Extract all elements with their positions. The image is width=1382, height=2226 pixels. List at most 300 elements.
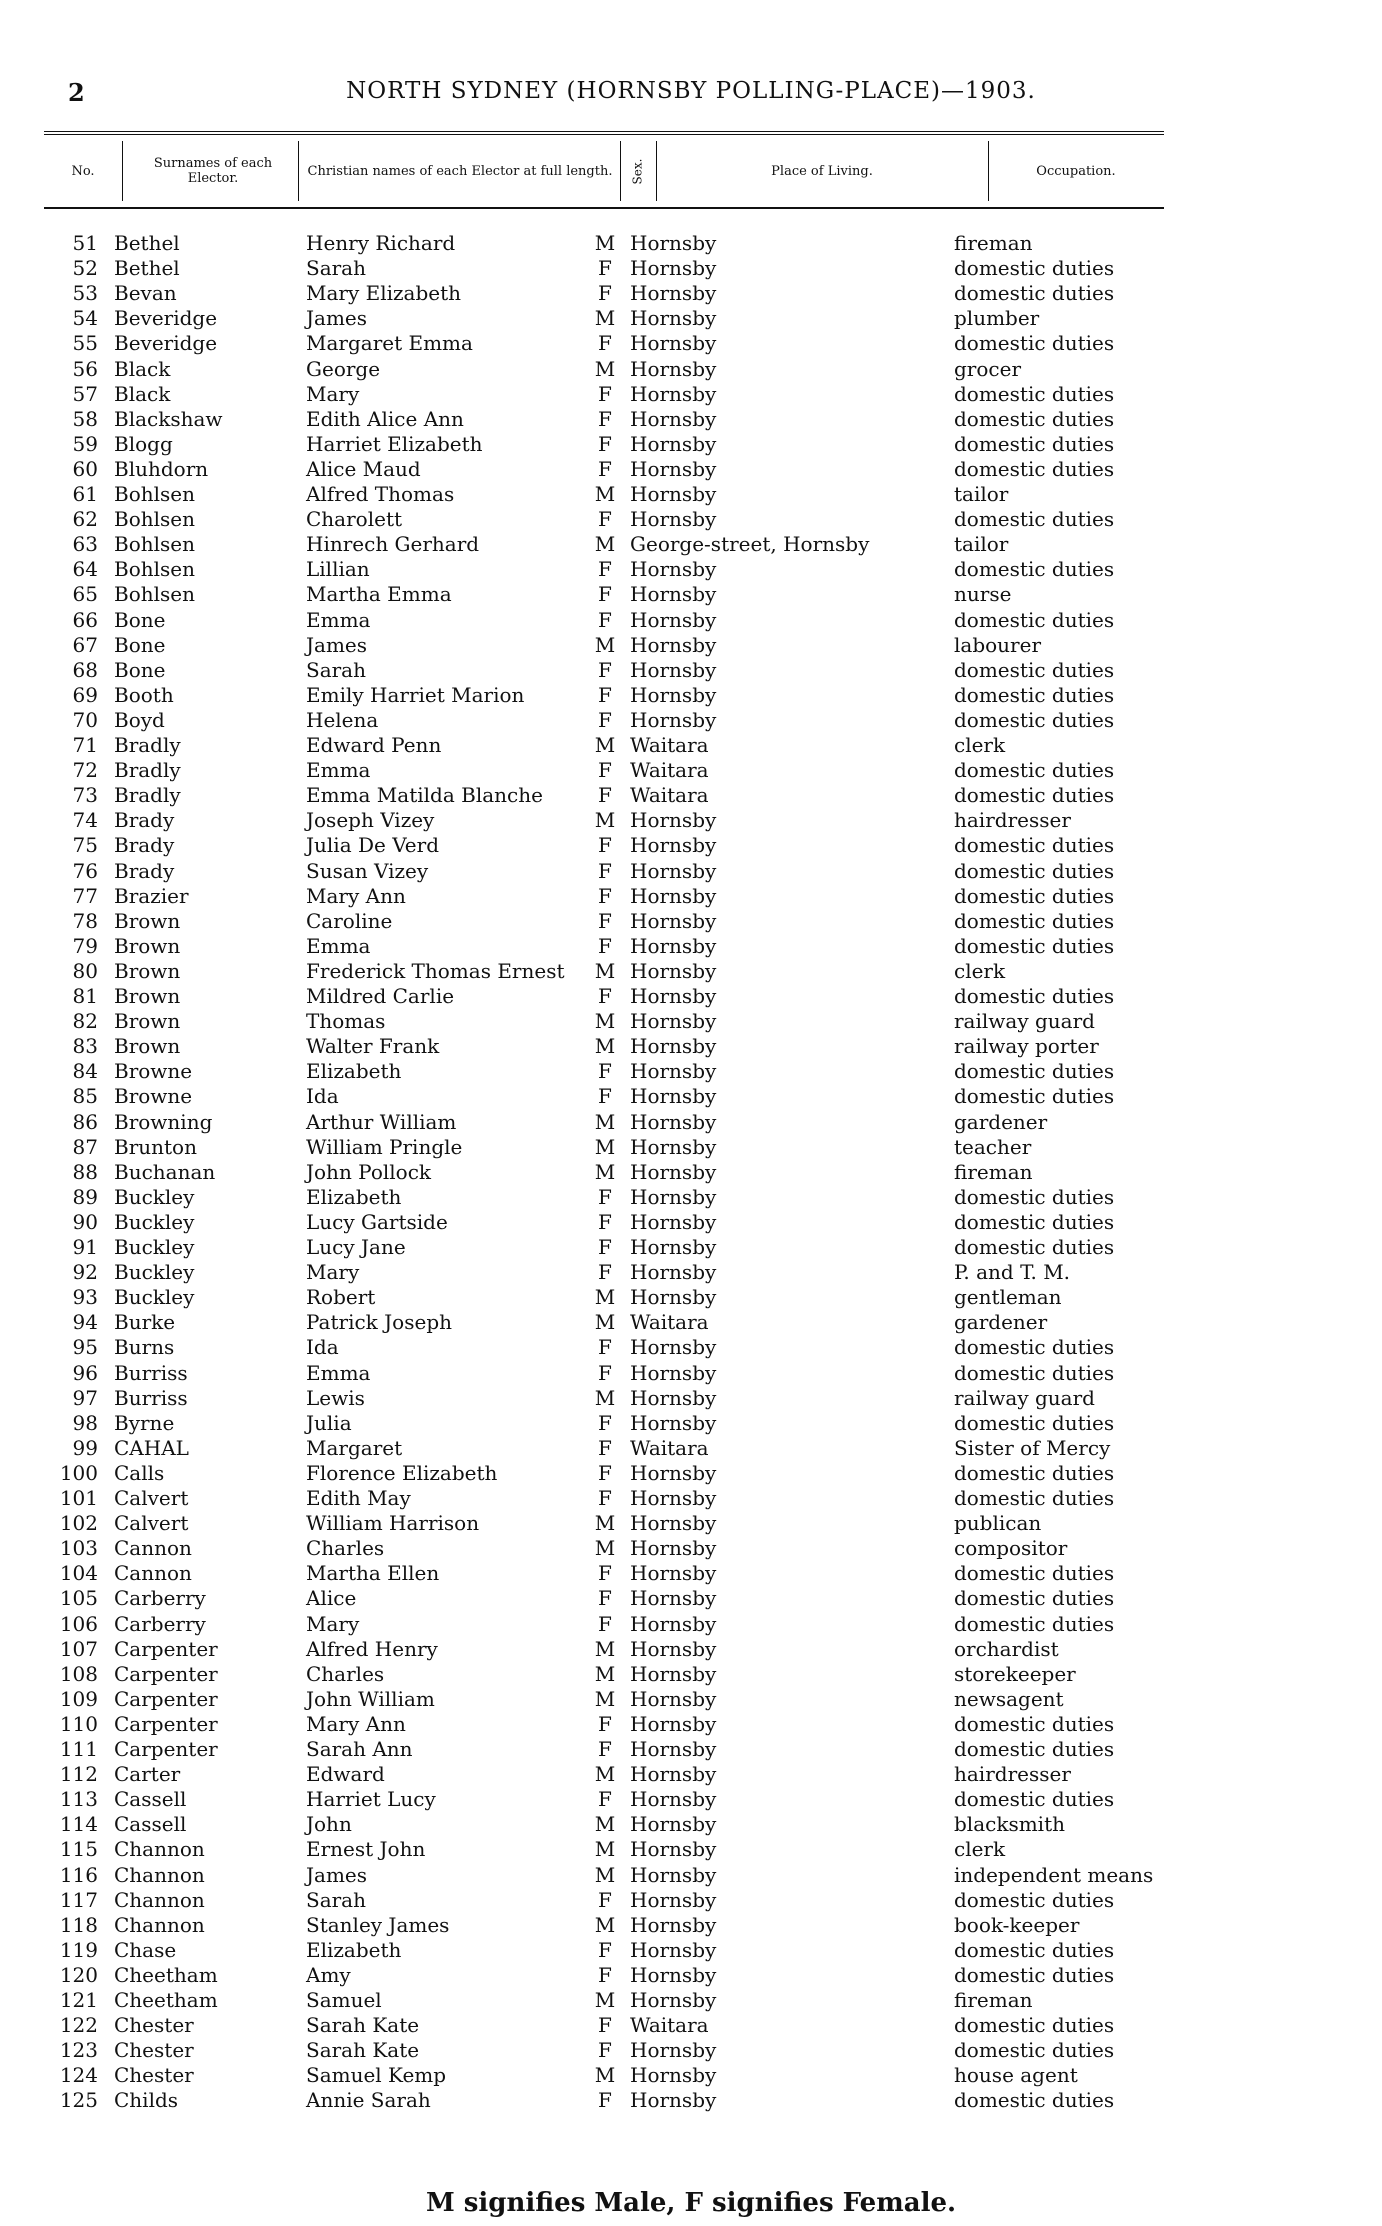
elector-number: 94 — [72, 1310, 98, 1335]
elector-christian-names: Martha Ellen — [306, 1561, 440, 1586]
table-row — [0, 357, 1382, 382]
elector-sex: M — [594, 1812, 616, 1837]
elector-surname: Brunton — [114, 1134, 197, 1159]
elector-occupation: gentleman — [954, 1285, 1062, 1310]
table-row — [0, 1135, 1382, 1160]
elector-surname: Buckley — [114, 1209, 195, 1234]
elector-surname: Booth — [114, 682, 174, 707]
elector-sex: F — [598, 707, 612, 732]
elector-number: 71 — [72, 733, 98, 757]
elector-place: Waitara — [630, 1310, 709, 1335]
elector-number: 79 — [72, 933, 98, 958]
elector-number: 102 — [59, 1511, 98, 1536]
table-row — [0, 1812, 1382, 1837]
table-row — [0, 708, 1382, 733]
elector-sex: F — [598, 331, 612, 356]
table-row — [0, 2038, 1382, 2063]
elector-christian-names: Patrick Joseph — [306, 1310, 452, 1335]
elector-christian-names: Hinrech Gerhard — [306, 532, 480, 557]
elector-occupation: railway guard — [954, 1385, 1095, 1410]
elector-place: Waitara — [630, 1435, 709, 1460]
elector-surname: Cassell — [114, 1812, 187, 1837]
elector-christian-names: Elizabeth — [306, 1184, 402, 1209]
elector-surname: Channon — [114, 1837, 205, 1862]
elector-occupation: P. and T. M. — [954, 1260, 1071, 1285]
elector-occupation: domestic duties — [954, 858, 1115, 883]
table-row — [0, 407, 1382, 432]
elector-sex: M — [594, 1661, 616, 1686]
elector-sex: F — [598, 281, 612, 306]
elector-christian-names: Emma — [306, 1360, 371, 1385]
elector-sex: M — [594, 1536, 616, 1561]
table-row — [0, 959, 1382, 984]
elector-sex: M — [594, 1134, 616, 1159]
elector-christian-names: James — [306, 1862, 368, 1887]
table-row — [0, 1762, 1382, 1787]
elector-christian-names: Thomas — [306, 1009, 386, 1034]
elector-occupation: grocer — [954, 356, 1022, 381]
elector-number: 107 — [59, 1636, 98, 1661]
elector-place: Waitara — [630, 733, 709, 757]
table-row — [0, 658, 1382, 683]
table-row — [0, 859, 1382, 884]
elector-christian-names: Alice — [306, 1586, 357, 1611]
elector-number: 88 — [72, 1159, 98, 1184]
elector-christian-names: Edward — [306, 1762, 385, 1787]
elector-christian-names: Sarah Kate — [306, 2038, 420, 2063]
elector-place: Hornsby — [630, 557, 717, 582]
elector-christian-names: Lucy Jane — [306, 1235, 406, 1259]
column-divider — [122, 141, 123, 201]
elector-sex: F — [598, 557, 612, 582]
elector-place: Hornsby — [630, 958, 717, 983]
table-row — [0, 231, 1382, 256]
elector-place: Hornsby — [630, 682, 717, 707]
elector-occupation: domestic duties — [954, 456, 1115, 481]
elector-surname: Brady — [114, 808, 175, 833]
elector-occupation: house agent — [954, 2063, 1078, 2088]
elector-sex: F — [598, 582, 612, 607]
elector-christian-names: Mary Ann — [306, 1711, 406, 1736]
elector-surname: Bradly — [114, 783, 181, 808]
column-header-no: No. — [71, 163, 95, 179]
elector-surname: Chester — [114, 2038, 194, 2063]
table-row — [0, 1210, 1382, 1235]
elector-surname: Carpenter — [114, 1737, 218, 1761]
table-row — [0, 1160, 1382, 1185]
elector-sex: F — [598, 1260, 612, 1285]
elector-number: 60 — [72, 456, 98, 481]
table-row — [0, 1461, 1382, 1486]
elector-sex: F — [598, 1711, 612, 1736]
elector-place: Hornsby — [630, 1134, 717, 1159]
elector-place: Hornsby — [630, 1887, 717, 1912]
elector-occupation: domestic duties — [954, 1235, 1115, 1259]
elector-christian-names: Charolett — [306, 507, 403, 532]
elector-occupation: compositor — [954, 1536, 1068, 1561]
elector-sex: F — [598, 1937, 612, 1962]
elector-christian-names: Sarah — [306, 1887, 366, 1912]
elector-christian-names: Mildred Carlie — [306, 984, 455, 1008]
elector-surname: Buckley — [114, 1235, 195, 1259]
elector-christian-names: James — [306, 306, 368, 331]
elector-place: Hornsby — [630, 1711, 717, 1736]
column-header-christian: Christian names of each Elector at full length. — [307, 163, 613, 179]
elector-number: 91 — [72, 1235, 98, 1259]
elector-sex: M — [594, 1385, 616, 1410]
elector-place: Hornsby — [630, 1686, 717, 1711]
elector-sex: M — [594, 1285, 616, 1310]
elector-sex: F — [598, 758, 612, 783]
elector-sex: F — [598, 883, 612, 908]
elector-place: Hornsby — [630, 1360, 717, 1385]
elector-number: 116 — [59, 1862, 98, 1887]
elector-number: 72 — [72, 758, 98, 783]
elector-christian-names: Harriet Elizabeth — [306, 431, 483, 456]
elector-place: George-street, Hornsby — [630, 532, 870, 557]
elector-surname: Bone — [114, 657, 166, 682]
table-row — [0, 1059, 1382, 1084]
column-header-sex: Sex. — [630, 158, 645, 184]
elector-christian-names: George — [306, 356, 381, 381]
elector-christian-names: Sarah Kate — [306, 2013, 420, 2038]
elector-occupation: gardener — [954, 1109, 1048, 1134]
elector-surname: Brazier — [114, 883, 189, 908]
elector-sex: M — [594, 1310, 616, 1335]
elector-occupation: domestic duties — [954, 1460, 1115, 1485]
table-row — [0, 1737, 1382, 1762]
elector-christian-names: John Pollock — [306, 1159, 432, 1184]
table-row — [0, 1386, 1382, 1411]
table-row — [0, 808, 1382, 833]
table-row — [0, 306, 1382, 331]
elector-christian-names: Walter Frank — [306, 1034, 440, 1059]
elector-number: 110 — [59, 1711, 98, 1736]
elector-christian-names: Mary Ann — [306, 883, 406, 908]
elector-number: 61 — [72, 482, 98, 506]
elector-place: Hornsby — [630, 607, 717, 632]
elector-sex: F — [598, 1460, 612, 1485]
elector-surname: Cannon — [114, 1561, 192, 1586]
elector-occupation: book-keeper — [954, 1912, 1080, 1937]
elector-number: 80 — [72, 958, 98, 983]
elector-surname: Burke — [114, 1310, 176, 1335]
elector-number: 106 — [59, 1611, 98, 1636]
elector-occupation: plumber — [954, 306, 1040, 331]
elector-christian-names: Mary — [306, 1260, 360, 1285]
elector-surname: Brown — [114, 1034, 181, 1059]
sex-legend-note: M signifies Male, F signifies Female. — [425, 2188, 957, 2218]
table-row — [0, 733, 1382, 758]
elector-place: Hornsby — [630, 306, 717, 331]
elector-occupation: orchardist — [954, 1636, 1059, 1661]
elector-number: 119 — [59, 1937, 98, 1962]
elector-occupation: domestic duties — [954, 507, 1115, 532]
elector-occupation: clerk — [954, 733, 1006, 757]
elector-surname: Carberry — [114, 1611, 206, 1636]
elector-christian-names: Susan Vizey — [306, 858, 429, 883]
elector-christian-names: Harriet Lucy — [306, 1787, 436, 1812]
elector-sex: F — [598, 1209, 612, 1234]
elector-surname: Burriss — [114, 1360, 188, 1385]
elector-number: 89 — [72, 1184, 98, 1209]
elector-occupation: fireman — [954, 1159, 1033, 1184]
table-row — [0, 2063, 1382, 2088]
elector-number: 103 — [59, 1536, 98, 1561]
elector-surname: Buckley — [114, 1260, 195, 1285]
elector-occupation: storekeeper — [954, 1661, 1076, 1686]
elector-place: Hornsby — [630, 456, 717, 481]
elector-place: Hornsby — [630, 281, 717, 306]
elector-place: Hornsby — [630, 933, 717, 958]
elector-occupation: domestic duties — [954, 1711, 1115, 1736]
elector-christian-names: Ida — [306, 1335, 339, 1360]
elector-christian-names: Margaret — [306, 1435, 403, 1460]
elector-number: 115 — [59, 1837, 98, 1862]
elector-surname: Calls — [114, 1460, 165, 1485]
table-row — [0, 1436, 1382, 1461]
table-row — [0, 1034, 1382, 1059]
elector-occupation: domestic duties — [954, 331, 1115, 356]
table-row — [0, 507, 1382, 532]
elector-surname: Bradly — [114, 758, 181, 783]
elector-occupation: domestic duties — [954, 883, 1115, 908]
elector-sex: F — [598, 1737, 612, 1761]
table-row — [0, 1335, 1382, 1360]
elector-number: 83 — [72, 1034, 98, 1059]
column-header-occupation: Occupation. — [1036, 163, 1116, 179]
elector-occupation: domestic duties — [954, 908, 1115, 933]
elector-surname: Browning — [114, 1109, 213, 1134]
elector-place: Hornsby — [630, 1561, 717, 1586]
elector-number: 98 — [72, 1410, 98, 1435]
elector-place: Hornsby — [630, 1260, 717, 1285]
elector-sex: F — [598, 858, 612, 883]
elector-surname: Bohlsen — [114, 507, 195, 532]
elector-christian-names: Samuel Kemp — [306, 2063, 447, 2088]
elector-surname: Carberry — [114, 1586, 206, 1611]
elector-christian-names: Alice Maud — [306, 456, 421, 481]
table-row — [0, 909, 1382, 934]
elector-surname: Buckley — [114, 1184, 195, 1209]
elector-christian-names: Henry Richard — [306, 231, 456, 255]
table-row — [0, 1260, 1382, 1285]
elector-occupation: blacksmith — [954, 1812, 1065, 1837]
elector-number: 122 — [59, 2013, 98, 2038]
elector-surname: Cheetham — [114, 1988, 218, 2012]
elector-christian-names: William Harrison — [306, 1511, 480, 1536]
elector-occupation: domestic duties — [954, 1209, 1115, 1234]
elector-christian-names: Stanley James — [306, 1912, 450, 1937]
elector-sex: F — [598, 1887, 612, 1912]
elector-christian-names: Sarah Ann — [306, 1737, 413, 1761]
elector-christian-names: Caroline — [306, 908, 393, 933]
elector-surname: Bone — [114, 607, 166, 632]
table-row — [0, 1361, 1382, 1386]
elector-place: Hornsby — [630, 1837, 717, 1862]
elector-number: 62 — [72, 507, 98, 532]
elector-occupation: domestic duties — [954, 1887, 1115, 1912]
elector-surname: Channon — [114, 1912, 205, 1937]
elector-sex: M — [594, 808, 616, 833]
elector-number: 93 — [72, 1285, 98, 1310]
elector-occupation: Sister of Mercy — [954, 1435, 1111, 1460]
table-row — [0, 331, 1382, 356]
elector-number: 111 — [59, 1737, 98, 1761]
elector-number: 97 — [72, 1385, 98, 1410]
elector-christian-names: Florence Elizabeth — [306, 1460, 498, 1485]
elector-sex: M — [594, 1762, 616, 1787]
elector-sex: F — [598, 1235, 612, 1259]
table-row — [0, 432, 1382, 457]
elector-place: Hornsby — [630, 2063, 717, 2088]
table-row — [0, 1963, 1382, 1988]
elector-sex: F — [598, 456, 612, 481]
elector-place: Hornsby — [630, 331, 717, 356]
elector-occupation: domestic duties — [954, 1360, 1115, 1385]
elector-number: 69 — [72, 682, 98, 707]
elector-surname: Bone — [114, 632, 166, 657]
elector-christian-names: Emma Matilda Blanche — [306, 783, 543, 808]
elector-christian-names: Lillian — [306, 557, 370, 582]
elector-place: Hornsby — [630, 1661, 717, 1686]
elector-surname: Bethel — [114, 231, 180, 255]
elector-christian-names: Sarah — [306, 657, 366, 682]
elector-sex: M — [594, 1034, 616, 1059]
table-row — [0, 884, 1382, 909]
elector-occupation: domestic duties — [954, 1059, 1115, 1084]
elector-number: 85 — [72, 1084, 98, 1109]
elector-sex: M — [594, 306, 616, 331]
elector-sex: M — [594, 1009, 616, 1034]
elector-christian-names: John William — [306, 1686, 435, 1711]
elector-christian-names: Charles — [306, 1536, 385, 1561]
elector-occupation: gardener — [954, 1310, 1048, 1335]
elector-number: 87 — [72, 1134, 98, 1159]
elector-occupation: hairdresser — [954, 808, 1071, 833]
elector-number: 123 — [59, 2038, 98, 2063]
elector-number: 114 — [59, 1812, 98, 1837]
column-header-place: Place of Living. — [771, 163, 873, 179]
table-row — [0, 1536, 1382, 1561]
table-row — [0, 1612, 1382, 1637]
elector-number: 56 — [72, 356, 98, 381]
elector-number: 73 — [72, 783, 98, 808]
elector-surname: Brown — [114, 933, 181, 958]
table-row — [0, 1787, 1382, 1812]
elector-christian-names: Elizabeth — [306, 1059, 402, 1084]
elector-occupation: domestic duties — [954, 607, 1115, 632]
elector-sex: F — [598, 1486, 612, 1510]
elector-surname: Brady — [114, 833, 175, 858]
elector-sex: F — [598, 984, 612, 1008]
elector-christian-names: Alfred Henry — [306, 1636, 438, 1661]
table-row — [0, 1084, 1382, 1109]
elector-occupation: domestic duties — [954, 1410, 1115, 1435]
elector-surname: Byrne — [114, 1410, 175, 1435]
elector-sex: M — [594, 733, 616, 757]
table-row — [0, 256, 1382, 281]
elector-number: 101 — [59, 1486, 98, 1510]
table-row — [0, 758, 1382, 783]
elector-number: 66 — [72, 607, 98, 632]
elector-surname: Beveridge — [114, 306, 218, 331]
elector-occupation: domestic duties — [954, 406, 1115, 431]
elector-surname: Bluhdorn — [114, 456, 209, 481]
elector-sex: F — [598, 908, 612, 933]
elector-surname: Buchanan — [114, 1159, 216, 1184]
elector-number: 67 — [72, 632, 98, 657]
elector-sex: F — [598, 1435, 612, 1460]
elector-christian-names: William Pringle — [306, 1134, 463, 1159]
page-number: 2 — [68, 78, 85, 107]
page-header — [0, 78, 1382, 118]
elector-number: 75 — [72, 833, 98, 858]
table-row — [0, 1310, 1382, 1335]
elector-place: Hornsby — [630, 507, 717, 532]
elector-occupation: newsagent — [954, 1686, 1064, 1711]
table-row — [0, 1009, 1382, 1034]
elector-place: Waitara — [630, 2013, 709, 2038]
elector-number: 82 — [72, 1009, 98, 1034]
elector-number: 58 — [72, 406, 98, 431]
table-row — [0, 833, 1382, 858]
table-row — [0, 1637, 1382, 1662]
elector-surname: Bohlsen — [114, 532, 195, 557]
table-row — [0, 1888, 1382, 1913]
elector-place: Hornsby — [630, 808, 717, 833]
table-row — [0, 934, 1382, 959]
table-row — [0, 482, 1382, 507]
elector-number: 74 — [72, 808, 98, 833]
table-row — [0, 1411, 1382, 1436]
elector-sex: F — [598, 682, 612, 707]
column-header-surname: Surnames of each Elector. — [153, 156, 273, 186]
elector-occupation: domestic duties — [954, 833, 1115, 858]
elector-surname: Carpenter — [114, 1711, 218, 1736]
elector-surname: Buckley — [114, 1285, 195, 1310]
elector-sex: M — [594, 231, 616, 255]
elector-surname: Bohlsen — [114, 582, 195, 607]
elector-number: 64 — [72, 557, 98, 582]
elector-place: Hornsby — [630, 883, 717, 908]
elector-sex: F — [598, 1787, 612, 1812]
elector-number: 121 — [59, 1988, 98, 2012]
elector-place: Hornsby — [630, 582, 717, 607]
elector-occupation: domestic duties — [954, 1787, 1115, 1812]
elector-place: Hornsby — [630, 1335, 717, 1360]
elector-christian-names: Sarah — [306, 256, 366, 281]
elector-number: 51 — [72, 231, 98, 255]
elector-christian-names: Mary Elizabeth — [306, 281, 462, 306]
elector-occupation: domestic duties — [954, 783, 1115, 808]
elector-place: Hornsby — [630, 858, 717, 883]
elector-sex: F — [598, 783, 612, 808]
table-row — [0, 1235, 1382, 1260]
elector-place: Hornsby — [630, 1787, 717, 1812]
elector-christian-names: Julia De Verd — [306, 833, 440, 858]
elector-surname: Channon — [114, 1887, 205, 1912]
elector-surname: Bevan — [114, 281, 177, 306]
table-row — [0, 557, 1382, 582]
elector-occupation: domestic duties — [954, 1335, 1115, 1360]
elector-christian-names: Mary — [306, 381, 360, 406]
elector-sex: M — [594, 2063, 616, 2088]
elector-number: 109 — [59, 1686, 98, 1711]
elector-number: 70 — [72, 707, 98, 732]
table-row — [0, 608, 1382, 633]
elector-number: 55 — [72, 331, 98, 356]
